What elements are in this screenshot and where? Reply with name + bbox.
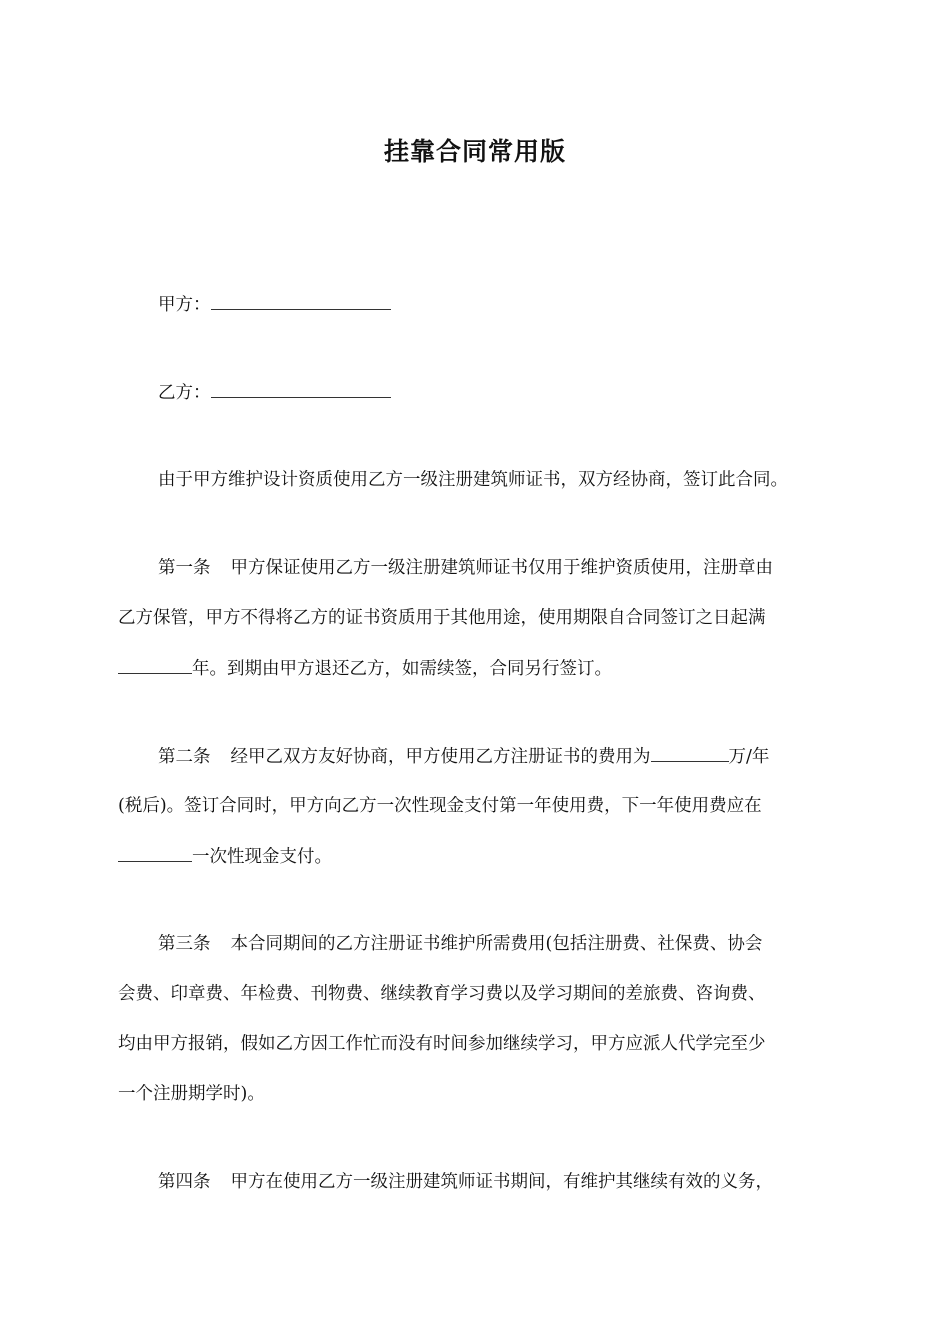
document-title: 挂靠合同常用版 [383,137,566,166]
article2-fee-blank[interactable] [651,744,729,762]
party-a-line [158,292,391,317]
party-b-line [158,380,391,405]
article3-line2: 会费、印章费、年检费、刊物费、继续教育学习费以及学习期间的差旅费、咨询费、 [118,984,766,1004]
article3-heading: 第三条 [158,934,211,954]
article2-line3 [118,844,332,869]
intro-paragraph: 由于甲方维护设计资质使用乙方一级注册建筑师证书，双方经协商，签订此合同。 [158,470,788,490]
article1-text3: 年。到期由甲方退还乙方，如需续签，合同另行签订。 [192,659,612,679]
article4-text1: 甲方在使用乙方一级注册建筑师证书期间，有维护其继续有效的义务， [230,1172,773,1192]
article2-date-blank[interactable] [118,844,192,862]
article3-text1: 本合同期间的乙方注册证书维护所需费用(包括注册费、社保费、协会 [230,934,763,954]
party-b-blank[interactable] [211,380,391,398]
article3-line1 [158,932,762,956]
article2-line2: (税后)。签订合同时，甲方向乙方一次性现金支付第一年使用费，下一年使用费应在 [118,796,762,816]
article2-heading: 第二条 [158,747,211,767]
party-a-blank[interactable] [211,292,391,310]
article1-heading: 第一条 [158,558,211,578]
party-a-label: 甲方： [158,295,211,315]
article1-line1 [158,556,773,580]
article1-term-blank[interactable] [118,656,192,674]
article3-line3: 均由甲方报销，假如乙方因工作忙而没有时间参加继续学习，甲方应派人代学完至少 [118,1034,766,1054]
party-b-label: 乙方： [158,383,211,403]
article2-text1: 经甲乙双方友好协商，甲方使用乙方注册证书的费用为 [230,747,651,767]
article2-text3: 一次性现金支付。 [192,847,332,867]
article4-heading: 第四条 [158,1172,211,1192]
article4-line1 [158,1170,773,1194]
article3-line4: 一个注册期学时)。 [118,1084,265,1104]
article1-text1: 甲方保证使用乙方一级注册建筑师证书仅用于维护资质使用，注册章由 [230,558,773,578]
article1-line2: 乙方保管，甲方不得将乙方的证书资质用于其他用途，使用期限自合同签订之日起满 [118,608,766,628]
article2-line1 [158,744,769,769]
article1-line3 [118,656,612,681]
article2-fee-unit: 万/年 [728,747,770,767]
